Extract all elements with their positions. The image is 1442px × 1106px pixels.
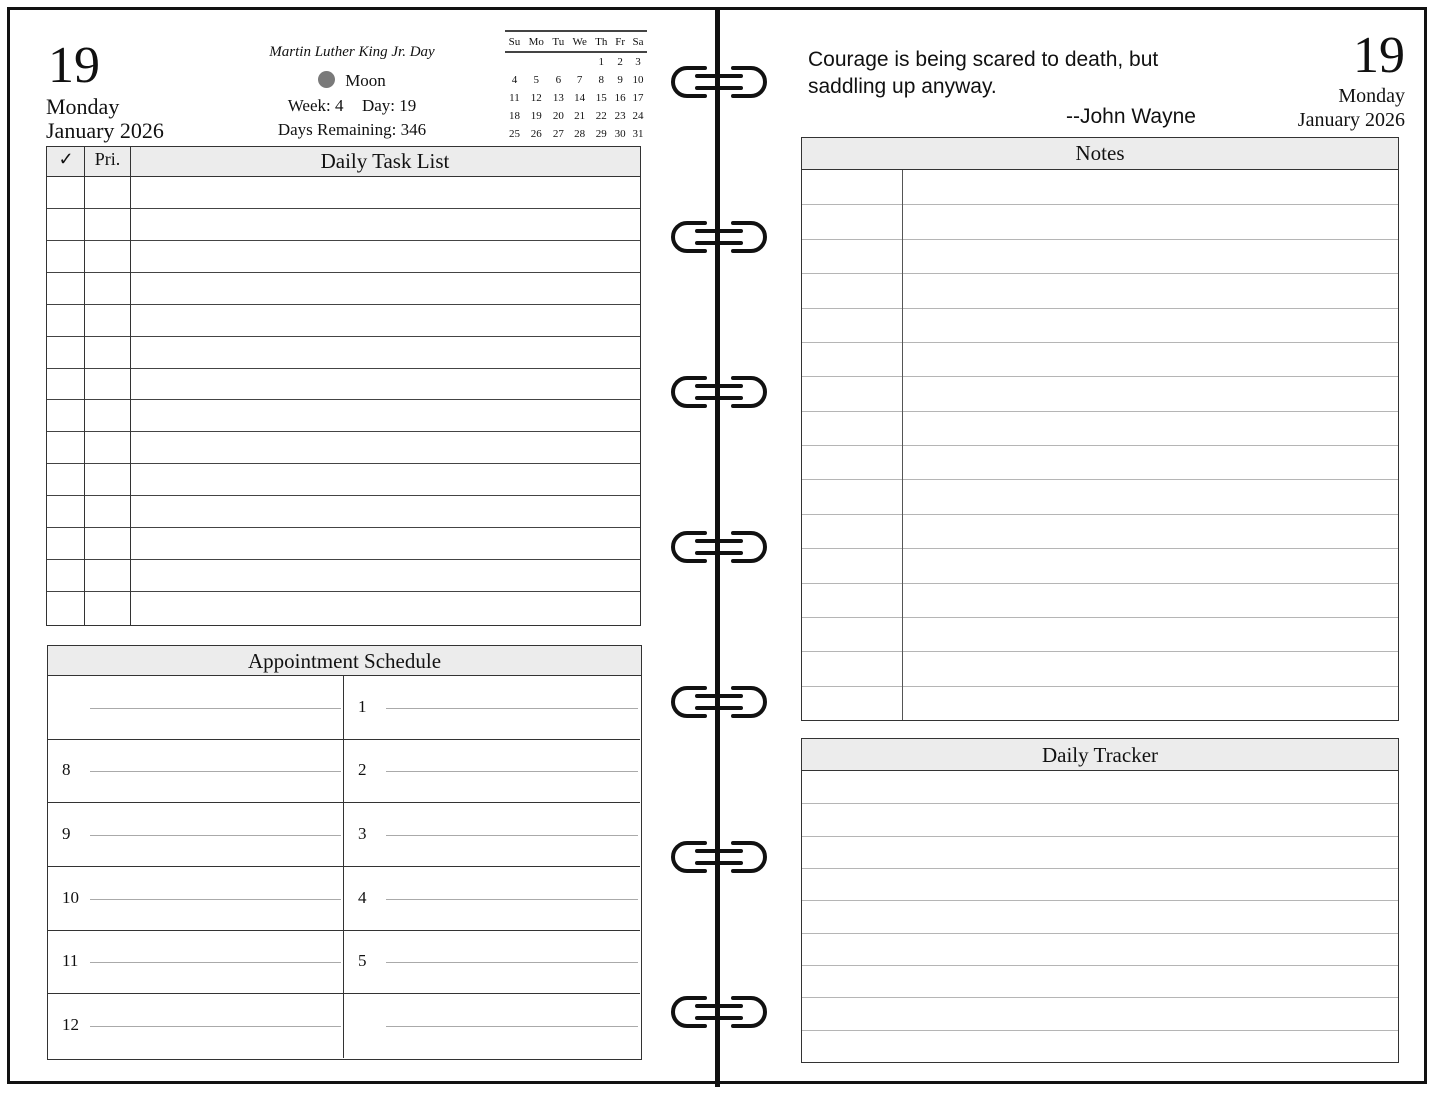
calendar-day xyxy=(568,52,591,71)
notes-line[interactable] xyxy=(802,583,1398,584)
calendar-day: 11 xyxy=(509,92,520,104)
appointment-line xyxy=(386,1026,638,1027)
task-row[interactable] xyxy=(47,337,640,369)
quote-line-2: saddling up anyway. xyxy=(808,75,997,98)
right-month-year: January 2026 xyxy=(1297,109,1405,131)
week-number: Week: 4 xyxy=(287,96,344,115)
notes-line[interactable] xyxy=(802,686,1398,687)
appointment-schedule xyxy=(47,645,642,1060)
calendar-week xyxy=(505,71,647,89)
left-weekday: Monday xyxy=(46,94,120,119)
calendar-weekday-header: Su xyxy=(505,32,524,52)
task-row[interactable] xyxy=(47,305,640,337)
appointment-slot[interactable] xyxy=(344,803,640,867)
notes-line[interactable] xyxy=(802,651,1398,652)
appointment-line xyxy=(386,771,638,772)
calendar-weekday-header: We xyxy=(568,32,591,52)
appointment-hour: 1 xyxy=(358,696,367,716)
calendar-day: 6 xyxy=(555,74,562,86)
right-weekday: Monday xyxy=(1338,85,1405,107)
appointment-grid xyxy=(48,676,641,1059)
task-row[interactable] xyxy=(47,209,640,241)
appointment-hour: 4 xyxy=(358,887,367,907)
calendar-day: 13 xyxy=(552,92,564,104)
notes-line[interactable] xyxy=(802,617,1398,618)
appointment-line xyxy=(386,835,638,836)
task-row[interactable] xyxy=(47,401,640,433)
binder-ring-icon xyxy=(665,835,773,879)
calendar-day: 4 xyxy=(511,74,518,86)
appointment-hour: 9 xyxy=(62,824,71,844)
notes-line[interactable] xyxy=(802,273,1398,274)
calendar-day: 25 xyxy=(508,128,520,140)
calendar-weekday-header: Mo xyxy=(524,32,549,52)
binder-ring-icon xyxy=(665,60,773,104)
binder-ring-icon xyxy=(665,215,773,259)
daily-tracker xyxy=(801,738,1399,1063)
moon-phase xyxy=(232,68,472,94)
appointment-line xyxy=(90,835,341,836)
notes-line[interactable] xyxy=(802,342,1398,343)
binder-ring-icon xyxy=(665,990,773,1034)
checkmark-icon: ✓ xyxy=(58,149,74,169)
task-row[interactable] xyxy=(47,560,640,592)
calendar-day: 3 xyxy=(635,56,641,68)
moon-label: Moon xyxy=(345,71,386,90)
appointment-line xyxy=(90,962,341,963)
appointment-line xyxy=(90,899,341,900)
task-row[interactable] xyxy=(47,528,640,560)
calendar-day: 10 xyxy=(632,74,644,86)
binder-ring-icon xyxy=(665,370,773,414)
tracker-title: Daily Tracker xyxy=(802,739,1398,771)
calendar-week xyxy=(505,125,647,143)
calendar-week xyxy=(505,52,647,71)
quote-line-1: Courage is being scared to death, but xyxy=(808,48,1159,71)
appointment-hour: 11 xyxy=(62,951,79,971)
calendar-day: 7 xyxy=(576,74,583,86)
appointment-line xyxy=(90,708,341,709)
tracker-rows xyxy=(802,771,1398,1062)
days-remaining: Days Remaining: 346 xyxy=(277,120,427,139)
calendar-day: 28 xyxy=(574,128,586,140)
calendar-day: 24 xyxy=(632,110,644,122)
appointment-slot[interactable] xyxy=(48,803,344,867)
task-row[interactable] xyxy=(47,432,640,464)
calendar-day: 26 xyxy=(530,128,542,140)
notes-line[interactable] xyxy=(802,445,1398,446)
notes-line[interactable] xyxy=(802,239,1398,240)
calendar-day: 30 xyxy=(614,128,626,140)
calendar-day: 21 xyxy=(574,110,586,122)
tracker-line[interactable] xyxy=(802,997,1398,998)
tracker-line[interactable] xyxy=(802,965,1398,966)
task-list-title: Daily Task List xyxy=(320,149,450,173)
daily-quote xyxy=(808,46,1158,100)
notes-line[interactable] xyxy=(802,308,1398,309)
calendar-day: 19 xyxy=(530,110,542,122)
appointment-line xyxy=(386,962,638,963)
calendar-day: 9 xyxy=(617,74,623,86)
calendar-day: 22 xyxy=(595,110,607,122)
tracker-line[interactable] xyxy=(802,868,1398,869)
calendar-day: 15 xyxy=(595,92,607,104)
calendar-day: 31 xyxy=(632,128,644,140)
calendar-day: 20 xyxy=(552,110,564,122)
tracker-line[interactable] xyxy=(802,803,1398,804)
tracker-line[interactable] xyxy=(802,933,1398,934)
appointment-slot[interactable] xyxy=(48,676,344,740)
notes-line[interactable] xyxy=(802,204,1398,205)
calendar-day xyxy=(524,52,549,71)
appointment-slot[interactable] xyxy=(344,676,640,740)
calendar-weekday-header: Fr xyxy=(611,32,629,52)
appointment-slot[interactable] xyxy=(48,867,344,931)
priority-header: Pri. xyxy=(94,149,121,169)
appointment-line xyxy=(386,899,638,900)
appointment-line xyxy=(386,708,638,709)
day-of-year: Day: 19 xyxy=(361,96,417,115)
task-row[interactable] xyxy=(47,496,640,528)
right-date-block xyxy=(1298,84,1405,132)
appointment-slot[interactable] xyxy=(344,931,640,995)
check-column-divider xyxy=(84,147,85,625)
day-info xyxy=(232,42,472,142)
tracker-line[interactable] xyxy=(802,900,1398,901)
notes-line[interactable] xyxy=(802,376,1398,377)
calendar-day: 1 xyxy=(598,56,605,68)
right-day-number: 19 xyxy=(1353,27,1405,84)
appointment-slot[interactable] xyxy=(48,931,344,995)
calendar-day: 14 xyxy=(574,92,586,104)
holiday-name: Martin Luther King Jr. Day xyxy=(269,44,435,60)
calendar-day: 5 xyxy=(533,74,540,86)
calendar-day: 8 xyxy=(598,74,605,86)
calendar-day: 29 xyxy=(595,128,607,140)
daily-task-list xyxy=(46,146,641,626)
calendar-day xyxy=(549,52,568,71)
calendar-week xyxy=(505,89,647,107)
calendar-day: 27 xyxy=(552,128,564,140)
binder-ring-icon xyxy=(665,680,773,724)
tracker-line[interactable] xyxy=(802,1030,1398,1031)
calendar-day: 12 xyxy=(530,92,542,104)
task-rows xyxy=(47,177,640,625)
appointment-line xyxy=(90,1026,341,1027)
left-month-year: January 2026 xyxy=(46,118,164,143)
tracker-line[interactable] xyxy=(802,836,1398,837)
notes-line[interactable] xyxy=(802,479,1398,480)
task-row[interactable] xyxy=(47,241,640,273)
calendar-day: 2 xyxy=(617,56,623,68)
notes-line[interactable] xyxy=(802,514,1398,515)
calendar-day xyxy=(505,52,524,71)
appointment-hour: 10 xyxy=(62,887,79,907)
calendar-weekday-header: Tu xyxy=(549,32,568,52)
week-day-info xyxy=(232,94,472,118)
left-day-number: 19 xyxy=(48,37,100,94)
task-row[interactable] xyxy=(47,177,640,209)
appointment-hour: 8 xyxy=(62,760,71,780)
appointment-slot[interactable] xyxy=(344,994,640,1058)
notes-line[interactable] xyxy=(802,548,1398,549)
calendar-week xyxy=(505,107,647,125)
mini-calendar xyxy=(505,30,647,143)
appointment-title: Appointment Schedule xyxy=(48,646,641,676)
calendar-day: 17 xyxy=(632,92,644,104)
appointment-slot[interactable] xyxy=(344,867,640,931)
notes-column-divider xyxy=(902,170,903,720)
task-list-header xyxy=(47,147,640,177)
notes-title: Notes xyxy=(802,138,1398,170)
calendar-day: 23 xyxy=(614,110,626,122)
task-row[interactable] xyxy=(47,273,640,305)
appointment-hour: 5 xyxy=(358,951,367,971)
task-row[interactable] xyxy=(47,592,640,624)
appointment-hour: 3 xyxy=(358,824,367,844)
task-row[interactable] xyxy=(47,369,640,401)
priority-column-divider xyxy=(130,147,131,625)
appointment-line xyxy=(90,771,341,772)
calendar-day: 18 xyxy=(508,110,520,122)
notes-rows xyxy=(802,170,1398,720)
task-row[interactable] xyxy=(47,464,640,496)
calendar-weekday-header: Th xyxy=(591,32,611,52)
notes-box xyxy=(801,137,1399,721)
appointment-slot[interactable] xyxy=(48,994,344,1058)
appointment-hour: 12 xyxy=(62,1015,79,1035)
calendar-day: 16 xyxy=(614,92,626,104)
appointment-slot[interactable] xyxy=(344,740,640,804)
moon-phase-icon xyxy=(318,71,335,88)
quote-author: --John Wayne xyxy=(1066,105,1196,128)
calendar-weekday-header: Sa xyxy=(629,32,647,52)
binder-ring-icon xyxy=(665,525,773,569)
appointment-slot[interactable] xyxy=(48,740,344,804)
appointment-hour: 2 xyxy=(358,760,367,780)
notes-line[interactable] xyxy=(802,411,1398,412)
